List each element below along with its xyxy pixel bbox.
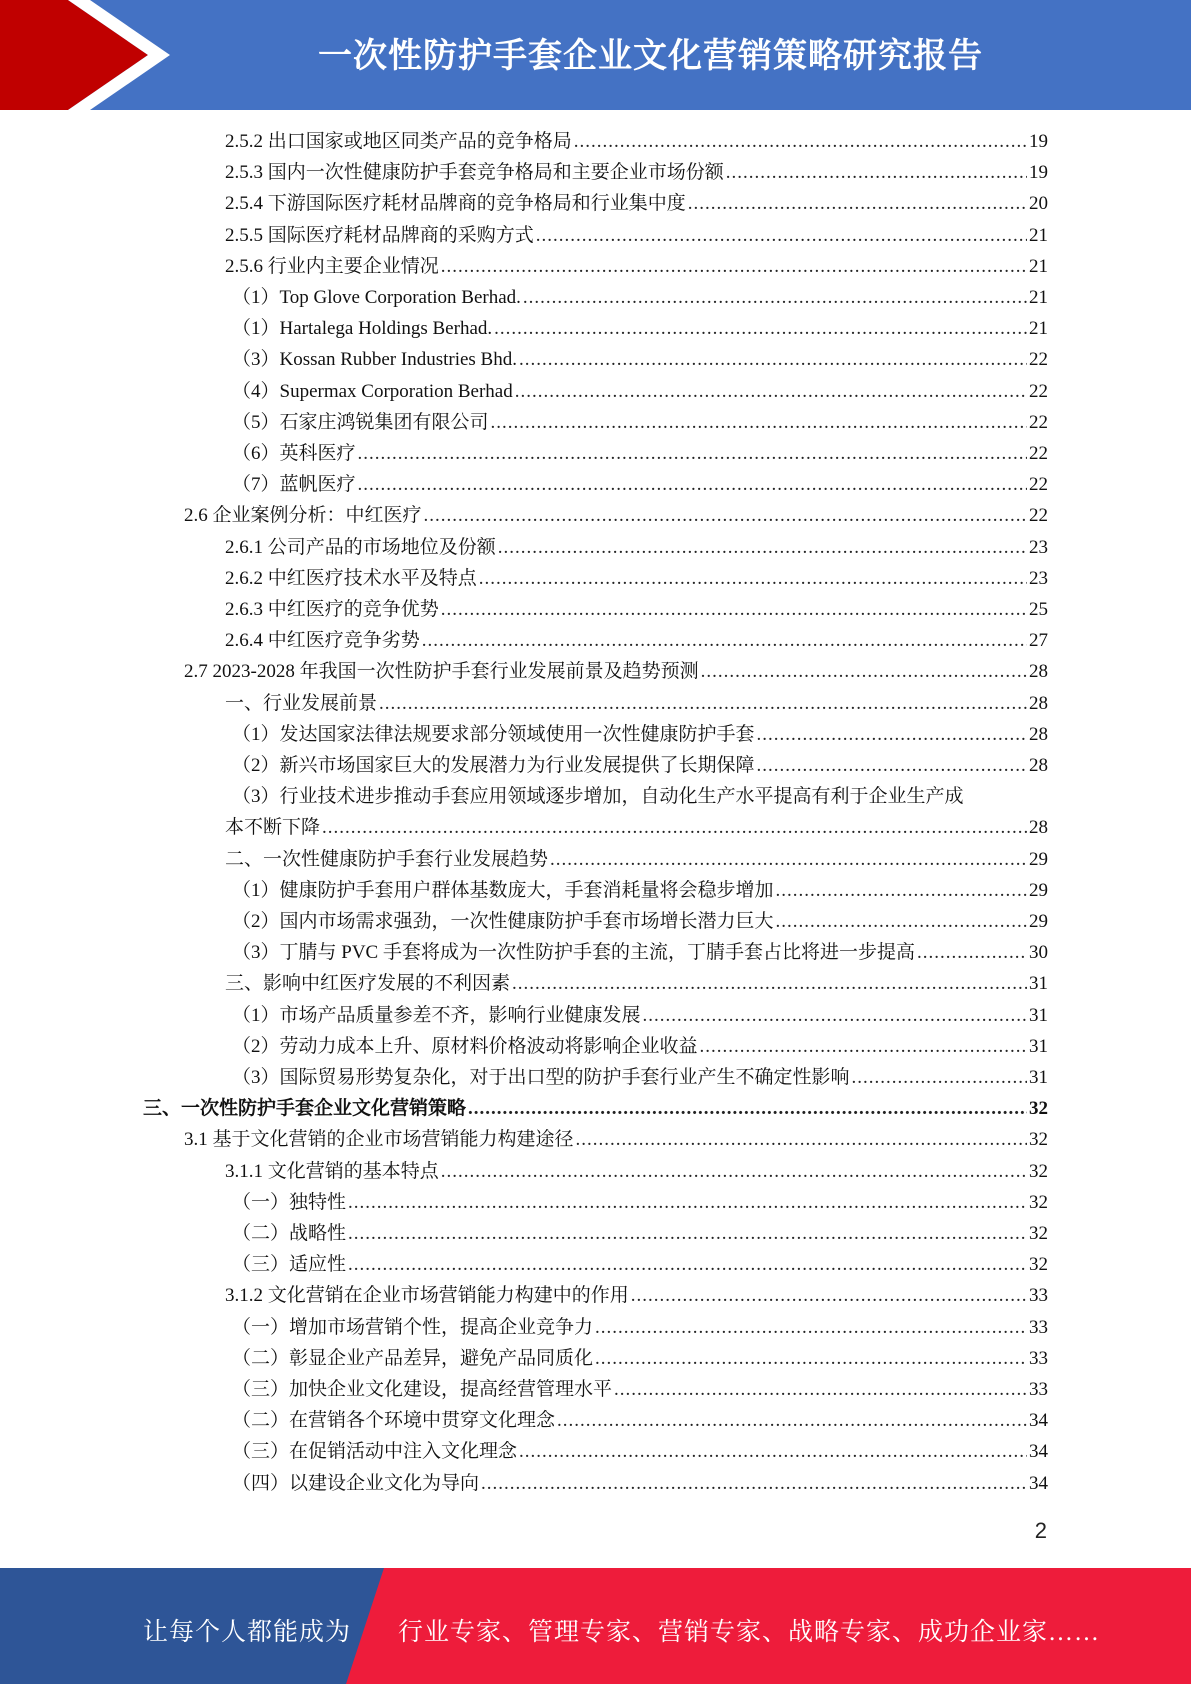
toc-entry-title: 3.1 基于文化营销的企业市场营销能力构建途径 (184, 1129, 574, 1151)
toc-entry-page: 23 (1029, 567, 1048, 589)
toc-entry-title: （2）国内市场需求强劲，一次性健康防护手套市场增长潜力巨大 (232, 911, 774, 932)
toc-entry-page: 19 (1029, 162, 1048, 184)
toc-entry-page: 22 (1029, 474, 1048, 496)
toc-dot-leader (519, 1436, 1027, 1467)
toc-dot-leader (422, 625, 1027, 656)
toc-entry[interactable] (225, 563, 1048, 594)
toc-entry-page: 22 (1029, 349, 1048, 371)
toc-entry[interactable] (225, 188, 1048, 219)
toc-dot-leader (550, 844, 1027, 875)
toc-entry-page: 31 (1029, 1004, 1048, 1026)
toc-dot-leader (519, 344, 1027, 375)
toc-dot-leader (348, 1249, 1027, 1280)
toc-dot-leader (776, 906, 1027, 937)
toc-entry-title: （三）在促销活动中注入文化理念 (232, 1441, 518, 1463)
toc-entry[interactable] (225, 1280, 1048, 1311)
toc-entry[interactable] (232, 1436, 1048, 1467)
toc-dot-leader (757, 719, 1027, 750)
toc-entry-title: （一）独特性 (232, 1191, 347, 1213)
toc-entry[interactable] (225, 844, 1048, 875)
toc-entry[interactable] (232, 313, 1048, 344)
toc-entry-page: 25 (1029, 599, 1048, 620)
toc-dot-leader (576, 1124, 1027, 1155)
toc-entry-page: 32 (1029, 1160, 1048, 1182)
toc-entry-page: 21 (1029, 287, 1048, 308)
toc-dot-leader (441, 251, 1027, 282)
toc-entry[interactable] (232, 1062, 1048, 1093)
toc-entry-page: 22 (1029, 443, 1048, 464)
toc-entry-title: 2.5.5 国际医疗耗材品牌商的采购方式 (225, 224, 534, 246)
toc-entry[interactable] (225, 251, 1048, 282)
toc-entry-page: 34 (1029, 1441, 1048, 1463)
toc-entry-title: 2.5.6 行业内主要企业情况 (225, 255, 439, 277)
toc-dot-leader (358, 469, 1027, 500)
toc-entry[interactable] (232, 1405, 1048, 1436)
toc-entry-continuation[interactable] (225, 812, 1048, 843)
toc-entry[interactable] (232, 376, 1048, 407)
toc-entry[interactable] (143, 1093, 1048, 1124)
toc-entry[interactable] (184, 656, 1048, 687)
toc-dot-leader (557, 1405, 1027, 1436)
toc-entry-page: 29 (1029, 911, 1048, 932)
toc-entry[interactable] (232, 1218, 1048, 1249)
toc-entry-page: 29 (1029, 848, 1048, 870)
toc-entry-page: 28 (1029, 755, 1048, 776)
toc-entry-title: （6）英科医疗 (232, 443, 356, 464)
toc-entry[interactable] (225, 968, 1048, 999)
toc-entry[interactable] (225, 625, 1048, 656)
toc-entry-title: 2.5.2 出口国家或地区同类产品的竞争格局 (225, 131, 572, 152)
toc-entry-page: 22 (1029, 380, 1048, 402)
toc-entry[interactable] (232, 937, 1048, 968)
toc-entry-page: 27 (1029, 630, 1048, 652)
page-number: 2 (1034, 1518, 1047, 1543)
toc-entry-page: 32 (1029, 1254, 1048, 1276)
toc-dot-leader (574, 126, 1027, 157)
toc-entry-page: 32 (1029, 1191, 1048, 1213)
toc-entry[interactable] (232, 781, 1048, 812)
toc-entry-title: （3）国际贸易形势复杂化，对于出口型的防护手套行业产生不确定性影响 (232, 1067, 850, 1088)
toc-entry-page: 34 (1029, 1472, 1048, 1494)
toc-entry[interactable] (184, 1124, 1048, 1155)
toc-entry-title-cont: 本不断下降 (225, 817, 321, 839)
toc-dot-leader (322, 812, 1027, 843)
toc-dot-leader (512, 968, 1027, 999)
toc-entry-title: （三）加快企业文化建设，提高经营管理水平 (232, 1379, 613, 1400)
toc-entry-title: （1）发达国家法律法规要求部分领域使用一次性健康防护手套 (232, 723, 755, 745)
toc-entry[interactable] (232, 1031, 1048, 1062)
toc-entry[interactable] (232, 1249, 1048, 1280)
toc-dot-leader (726, 157, 1027, 188)
toc-dot-leader (479, 563, 1027, 594)
toc-entry-page: 33 (1029, 1285, 1048, 1307)
toc-entry-page: 22 (1029, 505, 1048, 527)
footer-slogan-right: 行业专家、管理专家、营销专家、战略专家、成功企业家…… (398, 1619, 1101, 1646)
toc-entry-title: （4）Supermax Corporation Berhad (232, 380, 513, 402)
toc-dot-leader (348, 1218, 1027, 1249)
toc-entry-title: 2.5.4 下游国际医疗耗材品牌商的竞争格局和行业集中度 (225, 193, 686, 215)
toc-entry-page: 22 (1029, 411, 1048, 433)
toc-dot-leader (595, 1312, 1027, 1343)
toc-entry[interactable] (225, 1156, 1048, 1187)
toc-entry-page: 31 (1029, 973, 1048, 995)
toc-entry[interactable] (232, 906, 1048, 937)
toc-entry-page: 28 (1029, 723, 1048, 745)
toc-entry-title: （5）石家庄鸿锐集团有限公司 (232, 411, 489, 433)
toc-entry-title: （二）在营销各个环境中贯穿文化理念 (232, 1410, 556, 1432)
toc-entry-title: （二）彰显企业产品差异，避免产品同质化 (232, 1347, 594, 1369)
toc-entry-title: （一）增加市场营销个性，提高企业竞争力 (232, 1316, 594, 1338)
toc-entry-title: （3）Kossan Rubber Industries Bhd. (232, 349, 517, 371)
toc-dot-leader (536, 220, 1027, 251)
toc-dot-leader (631, 1280, 1027, 1311)
toc-entry-title: （1）市场产品质量参差不齐，影响行业健康发展 (232, 1004, 641, 1026)
toc-entry-page: 28 (1029, 661, 1048, 683)
toc-entry[interactable] (225, 594, 1048, 625)
toc-dot-leader (515, 376, 1027, 407)
toc-entry[interactable] (232, 1187, 1048, 1218)
toc-dot-leader (379, 688, 1027, 719)
toc-entry-title: 三、影响中红医疗发展的不利因素 (225, 973, 511, 995)
toc-dot-leader (494, 313, 1027, 344)
toc-entry[interactable] (232, 1374, 1048, 1405)
footer-slogan-left: 让每个人都能成为 (143, 1619, 352, 1646)
toc-dot-leader (498, 532, 1027, 563)
toc-entry[interactable] (232, 407, 1048, 438)
toc-entry-page: 33 (1029, 1316, 1048, 1338)
toc-dot-leader (523, 282, 1027, 313)
toc-entry-page: 34 (1029, 1410, 1048, 1432)
toc-entry-title: （1）健康防护手套用户群体基数庞大，手套消耗量将会稳步增加 (232, 879, 774, 901)
toc-entry-page: 21 (1029, 318, 1048, 340)
toc-entry-title: 2.6.3 中红医疗的竞争优势 (225, 599, 439, 620)
toc-entry-title: （2）新兴市场国家巨大的发展潜力为行业发展提供了长期保障 (232, 755, 755, 776)
toc-dot-leader (700, 1031, 1027, 1062)
toc-entry-title: （四）以建设企业文化为导向 (232, 1472, 480, 1494)
toc-entry-page: 19 (1029, 131, 1048, 152)
toc-entry[interactable] (232, 1312, 1048, 1343)
toc-entry-page: 28 (1029, 817, 1048, 839)
toc-entry-page: 31 (1029, 1067, 1048, 1088)
toc-entry[interactable] (232, 1000, 1048, 1031)
toc-dot-leader (595, 1343, 1027, 1374)
toc-dot-leader (688, 188, 1027, 219)
toc-entry-title: 2.7 2023-2028 年我国一次性防护手套行业发展前景及趋势预测 (184, 661, 699, 683)
toc-entry-page: 29 (1029, 879, 1048, 901)
toc-entry[interactable] (232, 1468, 1048, 1499)
toc-entry-page: 31 (1029, 1035, 1048, 1057)
toc-entry-title: 一、行业发展前景 (225, 692, 378, 714)
toc-entry-page: 21 (1029, 224, 1048, 246)
toc-entry-title: 2.6.2 中红医疗技术水平及特点 (225, 567, 477, 589)
toc-entry-page: 32 (1029, 1129, 1048, 1151)
toc-dot-leader (441, 1156, 1027, 1187)
toc-entry-title: （3）行业技术进步推动手套应用领域逐步增加，自动化生产水平提高有利于企业生产成 (232, 786, 964, 808)
toc-dot-leader (358, 438, 1027, 469)
toc-entry-page: 33 (1029, 1379, 1048, 1400)
report-title: 一次性防护手套企业文化营销策略研究报告 (318, 36, 983, 76)
toc-dot-leader (481, 1468, 1027, 1499)
toc-dot-leader (757, 750, 1027, 781)
toc-dot-leader (643, 1000, 1027, 1031)
toc-entry[interactable] (232, 282, 1048, 313)
toc-entry[interactable] (225, 532, 1048, 563)
toc-dot-leader (852, 1062, 1027, 1093)
toc-entry-title: 2.6.4 中红医疗竞争劣势 (225, 630, 420, 652)
toc-entry-page: 28 (1029, 692, 1048, 714)
toc-entry[interactable] (232, 438, 1048, 469)
toc-entry-title: 2.5.3 国内一次性健康防护手套竞争格局和主要企业市场份额 (225, 162, 724, 184)
toc-entry-page: 20 (1029, 193, 1048, 215)
toc-dot-leader (614, 1374, 1027, 1405)
toc-entry[interactable] (225, 157, 1048, 188)
toc-entry-page: 33 (1029, 1347, 1048, 1369)
toc-entry-title: （3）丁腈与 PVC 手套将成为一次性防护手套的主流，丁腈手套占比将进一步提高 (232, 942, 915, 964)
toc-dot-leader (441, 594, 1027, 625)
toc-entry-page: 30 (1029, 942, 1048, 964)
toc-entry[interactable] (232, 344, 1048, 375)
toc-entry[interactable] (225, 126, 1048, 157)
toc-dot-leader (348, 1187, 1027, 1218)
toc-entry-title: （1）Hartalega Holdings Berhad. (232, 318, 493, 340)
toc-entry-page: 32 (1029, 1098, 1048, 1120)
toc-entry[interactable] (232, 750, 1048, 781)
toc-dot-leader (701, 656, 1027, 687)
toc-entry-page: 21 (1029, 255, 1048, 277)
toc-entry-title: 二、一次性健康防护手套行业发展趋势 (225, 848, 549, 870)
page-footer (0, 1568, 1191, 1684)
toc-entry-title: 3.1.1 文化营销的基本特点 (225, 1160, 439, 1182)
toc-entry-title: 3.1.2 文化营销在企业市场营销能力构建中的作用 (225, 1285, 629, 1307)
toc-entry[interactable] (232, 719, 1048, 750)
toc-entry-title: （二）战略性 (232, 1223, 347, 1244)
toc-entry[interactable] (232, 1343, 1048, 1374)
page-header (0, 0, 1191, 110)
toc-entry-title: 三、一次性防护手套企业文化营销策略 (143, 1098, 467, 1120)
toc-entry-title: （7）蓝帆医疗 (232, 474, 356, 496)
toc-entry-page: 32 (1029, 1223, 1048, 1244)
toc-dot-leader (491, 407, 1027, 438)
toc-dot-leader (917, 937, 1027, 968)
toc-entry-title: （1）Top Glove Corporation Berhad. (232, 287, 521, 308)
toc-entry[interactable] (232, 875, 1048, 906)
toc-dot-leader (468, 1093, 1027, 1124)
toc-entry-title: （三）适应性 (232, 1254, 347, 1276)
toc-entry[interactable] (225, 688, 1048, 719)
toc-entry-title: 2.6.1 公司产品的市场地位及份额 (225, 536, 496, 558)
toc-dot-leader (424, 500, 1027, 531)
toc-entry[interactable] (232, 469, 1048, 500)
toc-entry-page: 23 (1029, 536, 1048, 558)
toc-entry-title: 2.6 企业案例分析：中红医疗 (184, 505, 422, 527)
toc-entry[interactable] (184, 500, 1048, 531)
toc-dot-leader (776, 875, 1027, 906)
toc-entry-title: （2）劳动力成本上升、原材料价格波动将影响企业收益 (232, 1035, 698, 1057)
toc-entry[interactable] (225, 220, 1048, 251)
